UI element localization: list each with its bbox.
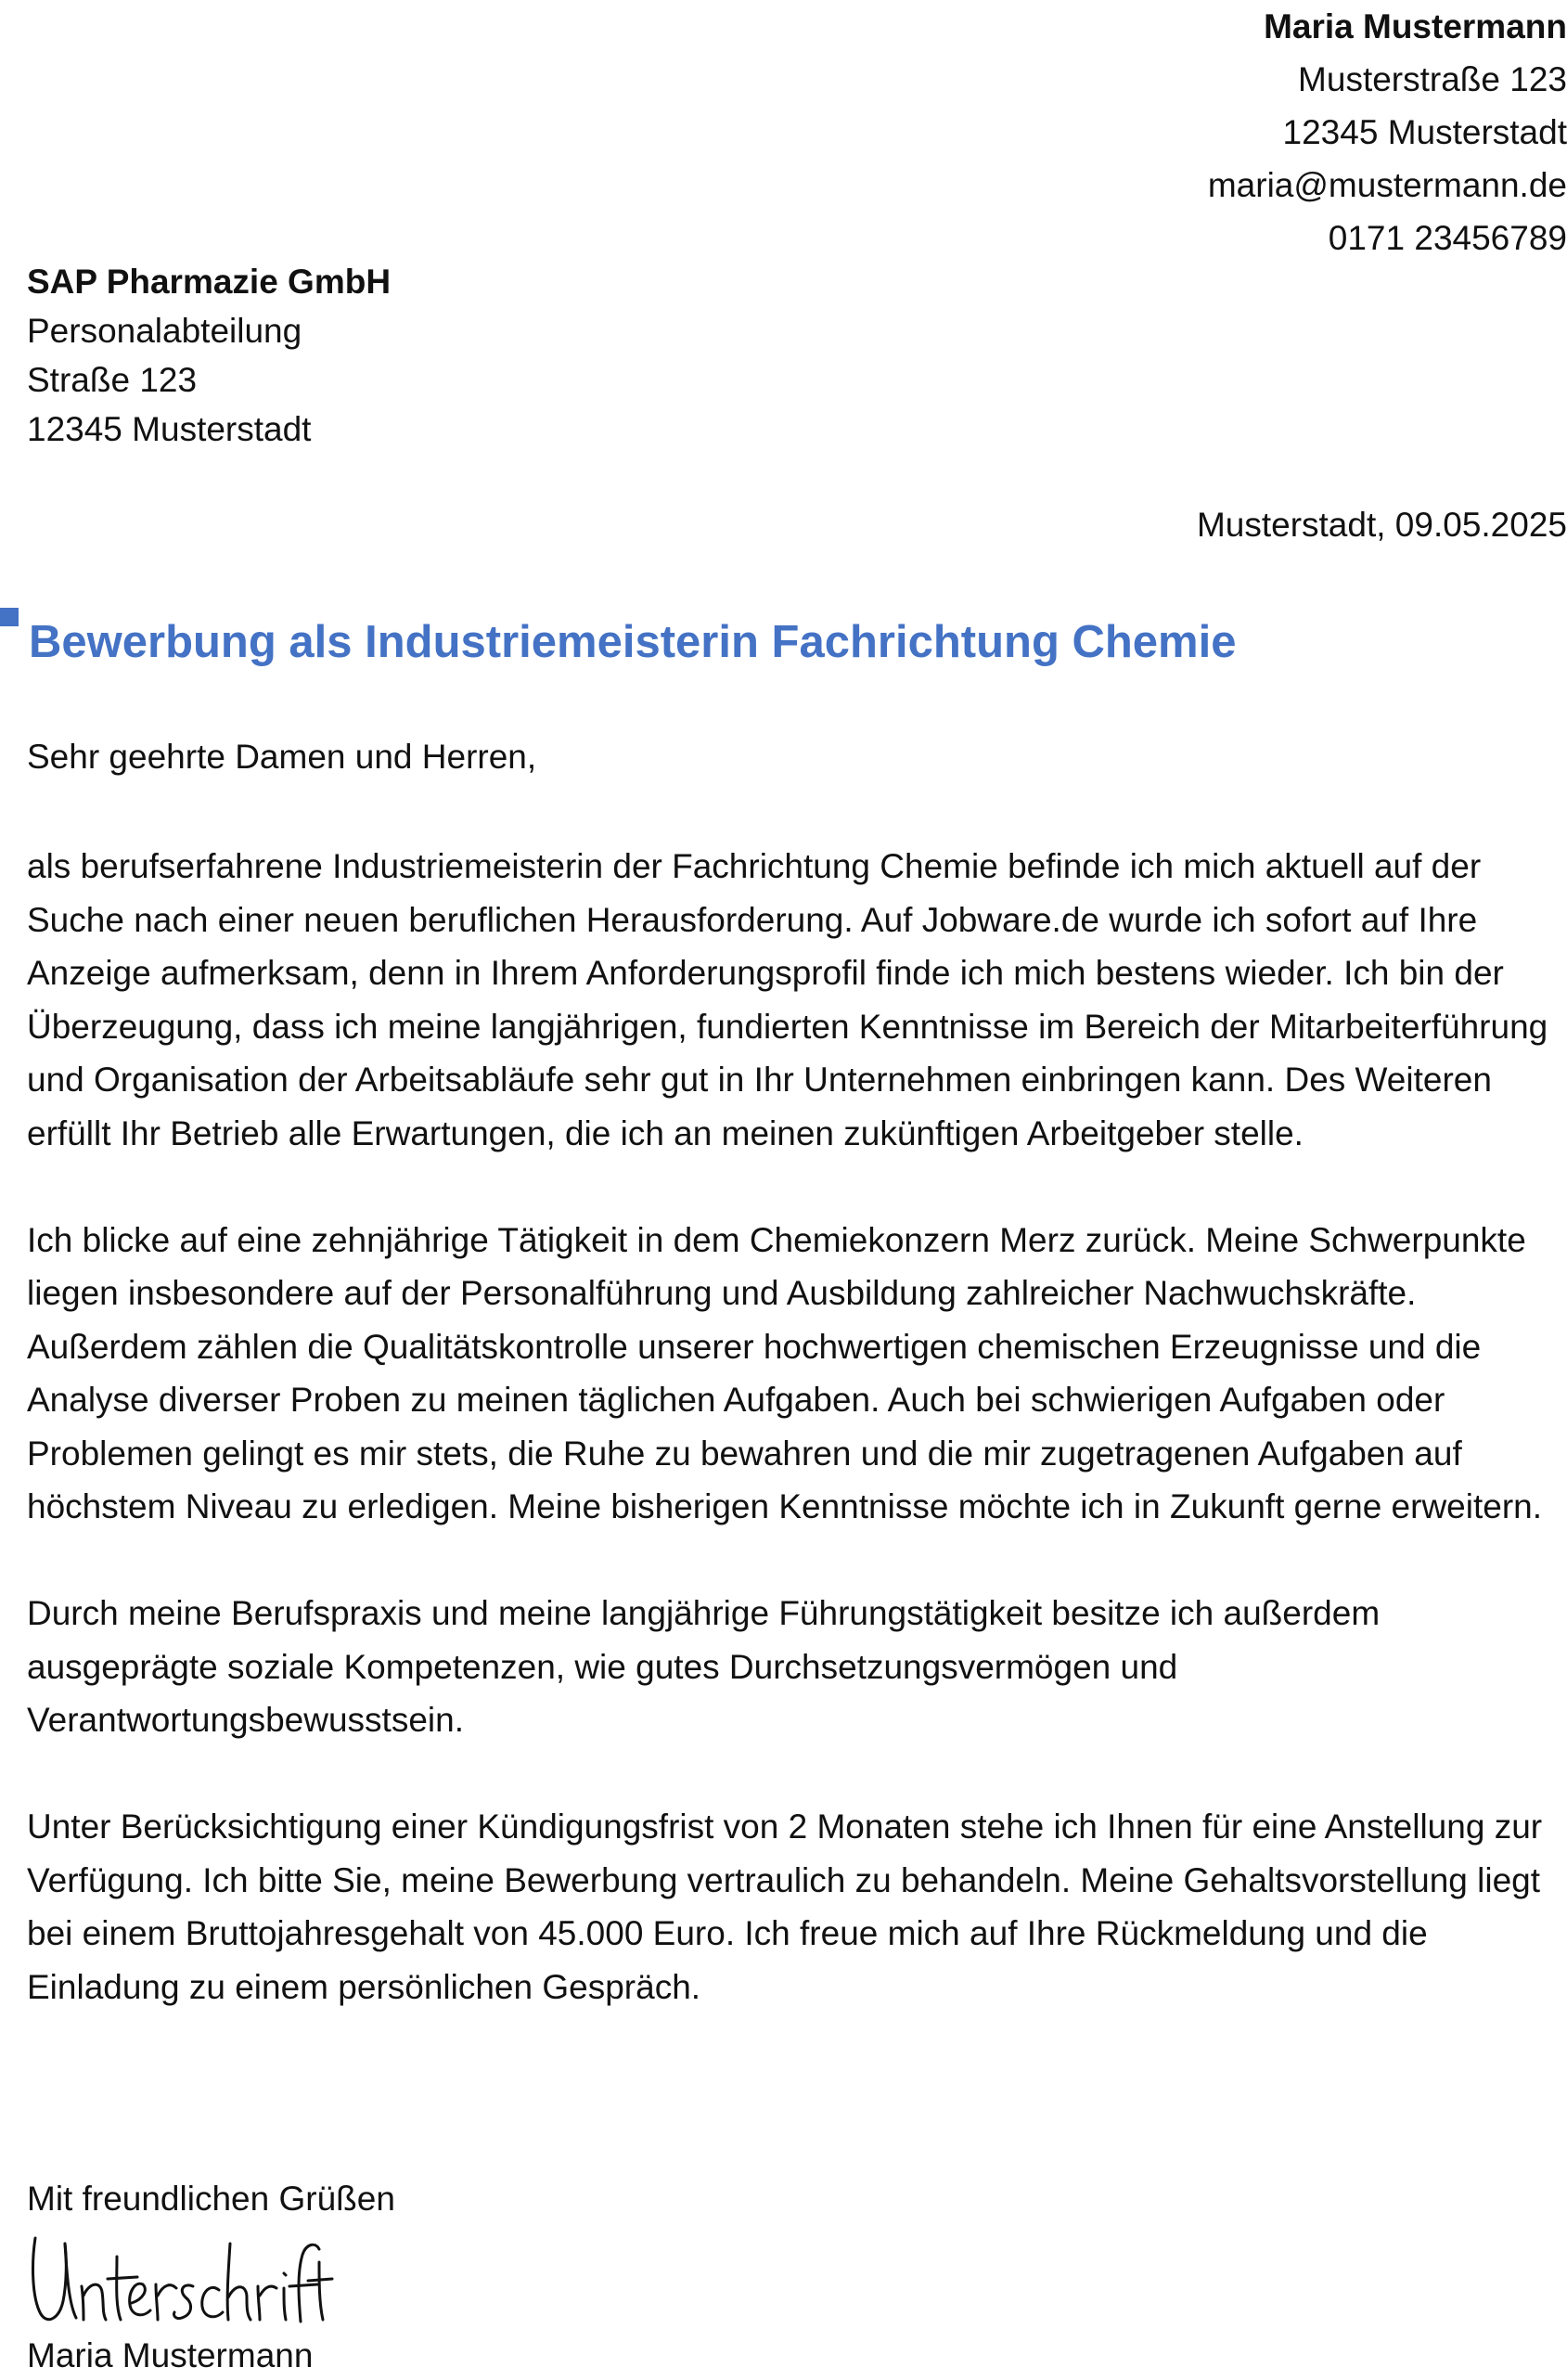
closing: Mit freundlichen Grüßen [27, 2180, 395, 2218]
handwritten-signature [28, 2225, 334, 2336]
recipient-city: 12345 Musterstadt [27, 410, 312, 448]
sender-city: 12345 Musterstadt [1282, 113, 1567, 151]
recipient-department: Personalabteilung [27, 312, 302, 350]
sender-block [1208, 0, 1567, 264]
sender-email: maria@mustermann.de [1207, 166, 1567, 204]
body-paragraph: als berufserfahrene Industriemeisterin der Fachrichtung Chemie befinde ich mich aktuell auf der Suche nach einer neuen beruflichen Herausforderung. Auf Jobware.de wurde ich sofort auf Ihre Anzeige aufmerksam, denn in Ihrem Anforderungsprofil finde ich mich bestens wieder. Ich bin der Überzeugung, dass ich meine langjährigen, fundierten Kenntnisse im Bereich der Mitarbeiterführung und Organisation der Arbeitsabläufe sehr gut in Ihr Unternehmen einbringen kann. Des Weiteren erfüllt Ihr Betrieb alle Erwartungen, die ich an meinen zukünftigen Arbeitgeber stelle. [27, 847, 1548, 1152]
signer-name: Maria Mustermann [27, 2336, 314, 2374]
date-line: Musterstadt, 09.05.2025 [1196, 506, 1567, 544]
sender-phone: 0171 23456789 [1328, 219, 1567, 257]
recipient-block [27, 257, 391, 454]
sender-street: Musterstraße 123 [1298, 60, 1567, 98]
body-paragraph: Unter Berücksichtigung einer Kündigungsfrist von 2 Monaten stehe ich Ihnen für eine Anstellung zur Verfügung. Ich bitte Sie, meine Bewerbung vertraulich zu behandeln. Meine Gehaltsvorstellung liegt bei einem Bruttojahresgehalt von 45.000 Euro. Ich freue mich auf Ihre Rückmeldung und die Einladung zu einem persönlichen Gespräch. [27, 1808, 1543, 2006]
sender-name: Maria Mustermann [1264, 7, 1567, 45]
subject-heading: Bewerbung als Industriemeisterin Fachrichtung Chemie [29, 617, 1237, 667]
heading-marker [0, 608, 19, 626]
letter-body [27, 840, 1548, 2067]
salutation: Sehr geehrte Damen und Herren, [27, 738, 537, 776]
recipient-street: Straße 123 [27, 361, 198, 399]
recipient-company: SAP Pharmazie GmbH [27, 263, 392, 301]
body-paragraph: Durch meine Berufspraxis und meine langjährige Führungstätigkeit besitze ich außerdem ausgeprägte soziale Kompetenzen, wie gutes Durchsetzungsvermögen und Verantwortungsbewusstsein. [27, 1594, 1381, 1739]
body-paragraph: Ich blicke auf eine zehnjährige Tätigkeit in dem Chemiekonzern Merz zurück. Meine Schwerpunkte liegen insbesondere auf der Personalführung und Ausbildung zahlreicher Nachwuchskräfte. Außerdem zählen die Qualitätskontrolle unserer hochwertigen chemischen Erzeugnisse und die Analyse diverser Proben zu meinen täglichen Aufgaben. Auch bei schwierigen Aufgaben oder Problemen gelingt es mir stets, die Ruhe zu bewahren und die mir zugetragenen Aufgaben auf höchstem Niveau zu erledigen. Meine bisherigen Kenntnisse möchte ich in Zukunft gerne erweitern. [27, 1220, 1543, 1525]
